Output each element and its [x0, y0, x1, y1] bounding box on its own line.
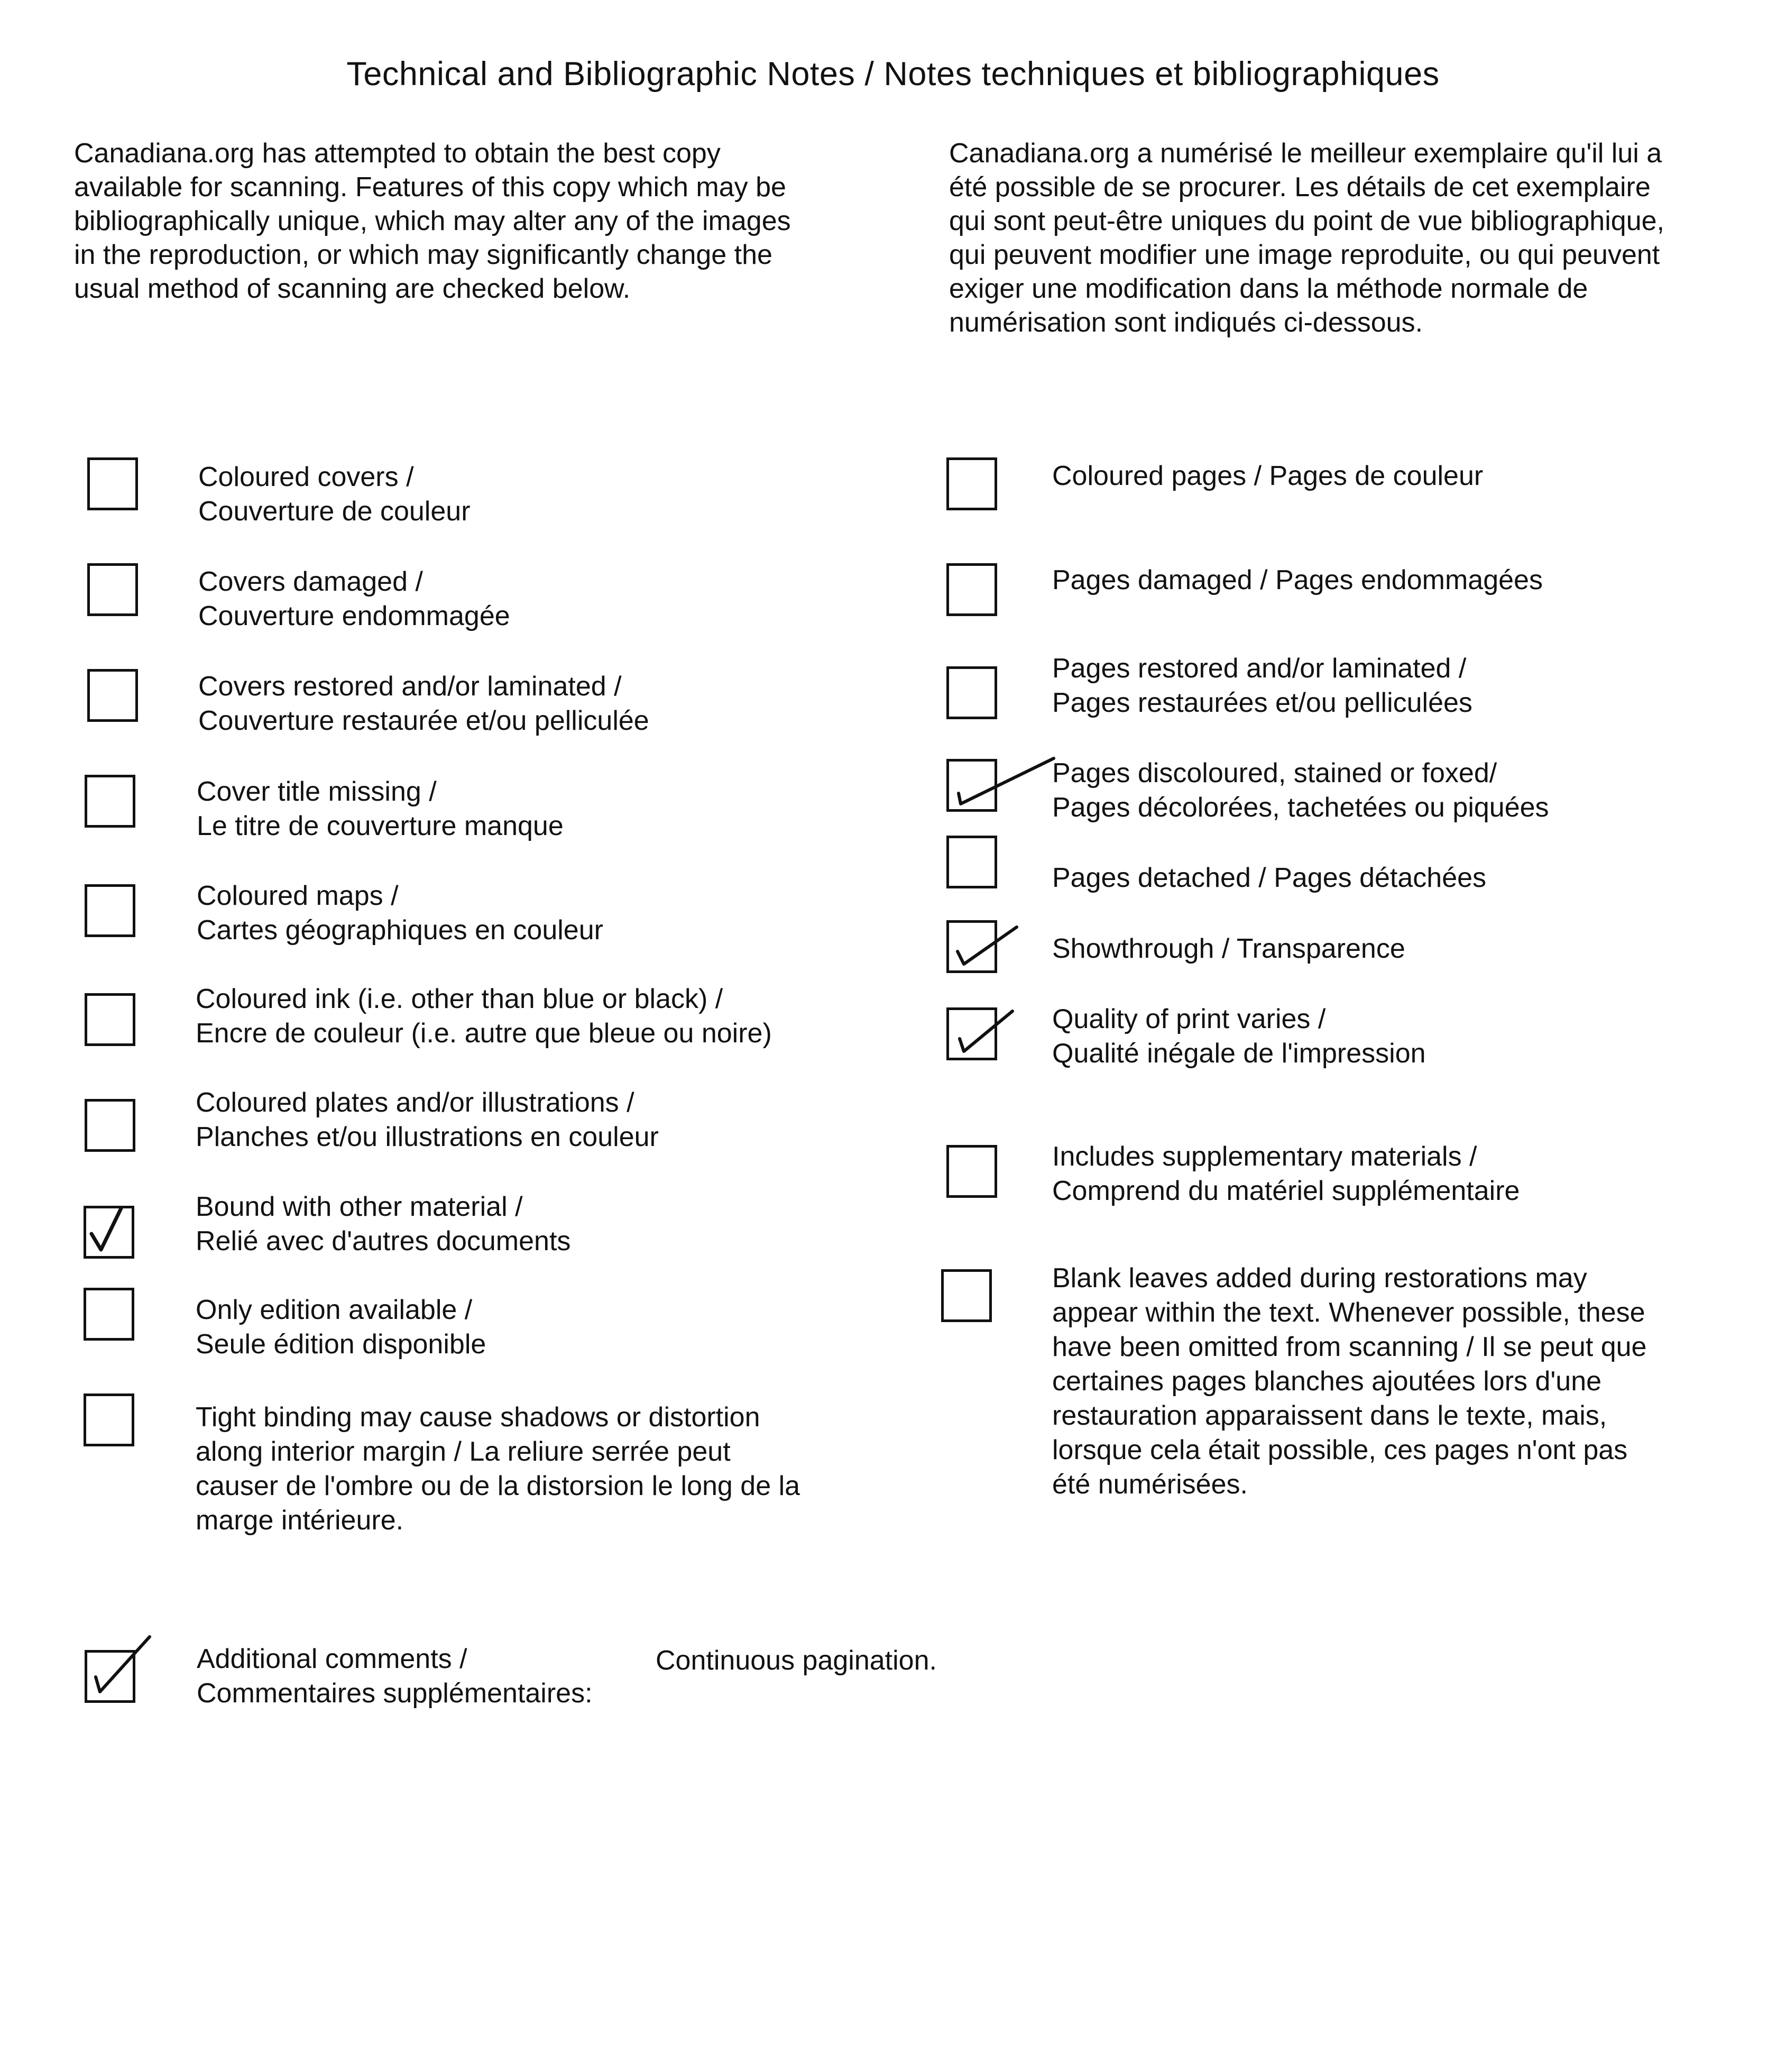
label-blank-leaves: Blank leaves added during restorations may appear within the text. Whenever possible, these have been omitted from scanning / Il se peut que certaines pages blanches ajoutées lors d'une restauration apparaissent dans le texte, mais, lorsque cela était possible, ces pages n'ont pas été numérisées.: [1052, 1263, 1647, 1500]
checkbox-only-edition[interactable]: [84, 1288, 134, 1341]
checkmark-icon: [943, 746, 1048, 814]
label-quality-of-print: Quality of print varies / Qualité inégale de l'impression: [1052, 1004, 1426, 1069]
checkbox-supplementary-materials[interactable]: [946, 1145, 997, 1198]
checkbox-pages-discoloured[interactable]: [946, 759, 997, 812]
label-coloured-covers: Coloured covers / Couverture de couleur: [198, 462, 471, 527]
checkmark-icon: [80, 1193, 133, 1261]
checkmark-icon: [943, 994, 1027, 1063]
label-coloured-maps: Coloured maps / Cartes géographiques en couleur: [197, 881, 603, 946]
label-covers-damaged: Covers damaged / Couverture endommagée: [198, 566, 510, 631]
checkbox-coloured-plates[interactable]: [85, 1099, 135, 1152]
checkbox-blank-leaves[interactable]: [941, 1269, 992, 1322]
checkbox-additional-comments[interactable]: [85, 1650, 135, 1703]
checkbox-covers-damaged[interactable]: [87, 563, 138, 616]
label-coloured-plates: Coloured plates and/or illustrations / Planches et/ou illustrations en couleur: [196, 1087, 659, 1152]
page-title: Technical and Bibliographic Notes / Notes techniques et bibliographiques: [346, 56, 1440, 93]
intro-english: Canadiana.org has attempted to obtain the best copy available for scanning. Features of this copy which may be bibliographically unique, which may alter any of the images in the reproduction, or which may significantly change the usual method of scanning are checked below.: [74, 138, 791, 304]
label-supplementary-materials: Includes supplementary materials / Comprend du matériel supplémentaire: [1052, 1141, 1520, 1206]
checkbox-pages-restored[interactable]: [946, 666, 997, 719]
checkbox-pages-detached[interactable]: [946, 836, 997, 888]
label-showthrough: Showthrough / Transparence: [1052, 933, 1405, 964]
label-cover-title-missing: Cover title missing / Le titre de couverture manque: [197, 776, 564, 841]
intro-french: Canadiana.org a numérisé le meilleur exemplaire qu'il lui a été possible de se procurer. Les détails de cet exemplaire qui sont peut-être uniques du point de vue bibliographique, qui peuvent modifier une image reproduite, ou qui peuvent exiger une modification dans la méthode normale de numérisation sont indiqués ci-dessous.: [949, 138, 1664, 338]
checkbox-pages-damaged[interactable]: [946, 563, 997, 616]
comments-value: Continuous pagination.: [656, 1645, 937, 1676]
checkbox-coloured-maps[interactable]: [85, 884, 135, 937]
label-coloured-ink: Coloured ink (i.e. other than blue or black) / Encre de couleur (i.e. autre que bleue ou noire): [196, 984, 772, 1049]
label-additional-comments: Additional comments / Commentaires supplémentaires:: [197, 1644, 593, 1709]
checkbox-coloured-ink[interactable]: [85, 993, 135, 1046]
label-covers-restored: Covers restored and/or laminated / Couverture restaurée et/ou pelliculée: [198, 671, 649, 736]
checkmark-icon: [943, 907, 1027, 976]
label-pages-damaged: Pages damaged / Pages endommagées: [1052, 565, 1543, 595]
checkbox-cover-title-missing[interactable]: [85, 775, 135, 828]
label-only-edition: Only edition available / Seule édition disponible: [196, 1295, 486, 1360]
checkbox-covers-restored[interactable]: [87, 669, 138, 722]
label-bound-with: Bound with other material / Relié avec d'autres documents: [196, 1191, 571, 1257]
label-pages-discoloured: Pages discoloured, stained or foxed/ Pages décolorées, tachetées ou piquées: [1052, 758, 1549, 823]
checkbox-tight-binding[interactable]: [84, 1393, 134, 1446]
checkmark-icon: [81, 1637, 160, 1706]
checkbox-coloured-covers[interactable]: [87, 457, 138, 510]
label-pages-detached: Pages detached / Pages détachées: [1052, 863, 1487, 893]
checkbox-bound-with[interactable]: [84, 1206, 134, 1259]
checkbox-showthrough[interactable]: [946, 920, 997, 973]
checkbox-coloured-pages[interactable]: [946, 457, 997, 510]
label-pages-restored: Pages restored and/or laminated / Pages restaurées et/ou pelliculées: [1052, 653, 1472, 718]
label-coloured-pages: Coloured pages / Pages de couleur: [1052, 461, 1484, 491]
checkbox-quality-of-print[interactable]: [946, 1007, 997, 1060]
label-tight-binding: Tight binding may cause shadows or distortion along interior margin / La reliure serrée peut causer de l'ombre ou de la distorsion le long de la marge intérieure.: [196, 1402, 800, 1536]
